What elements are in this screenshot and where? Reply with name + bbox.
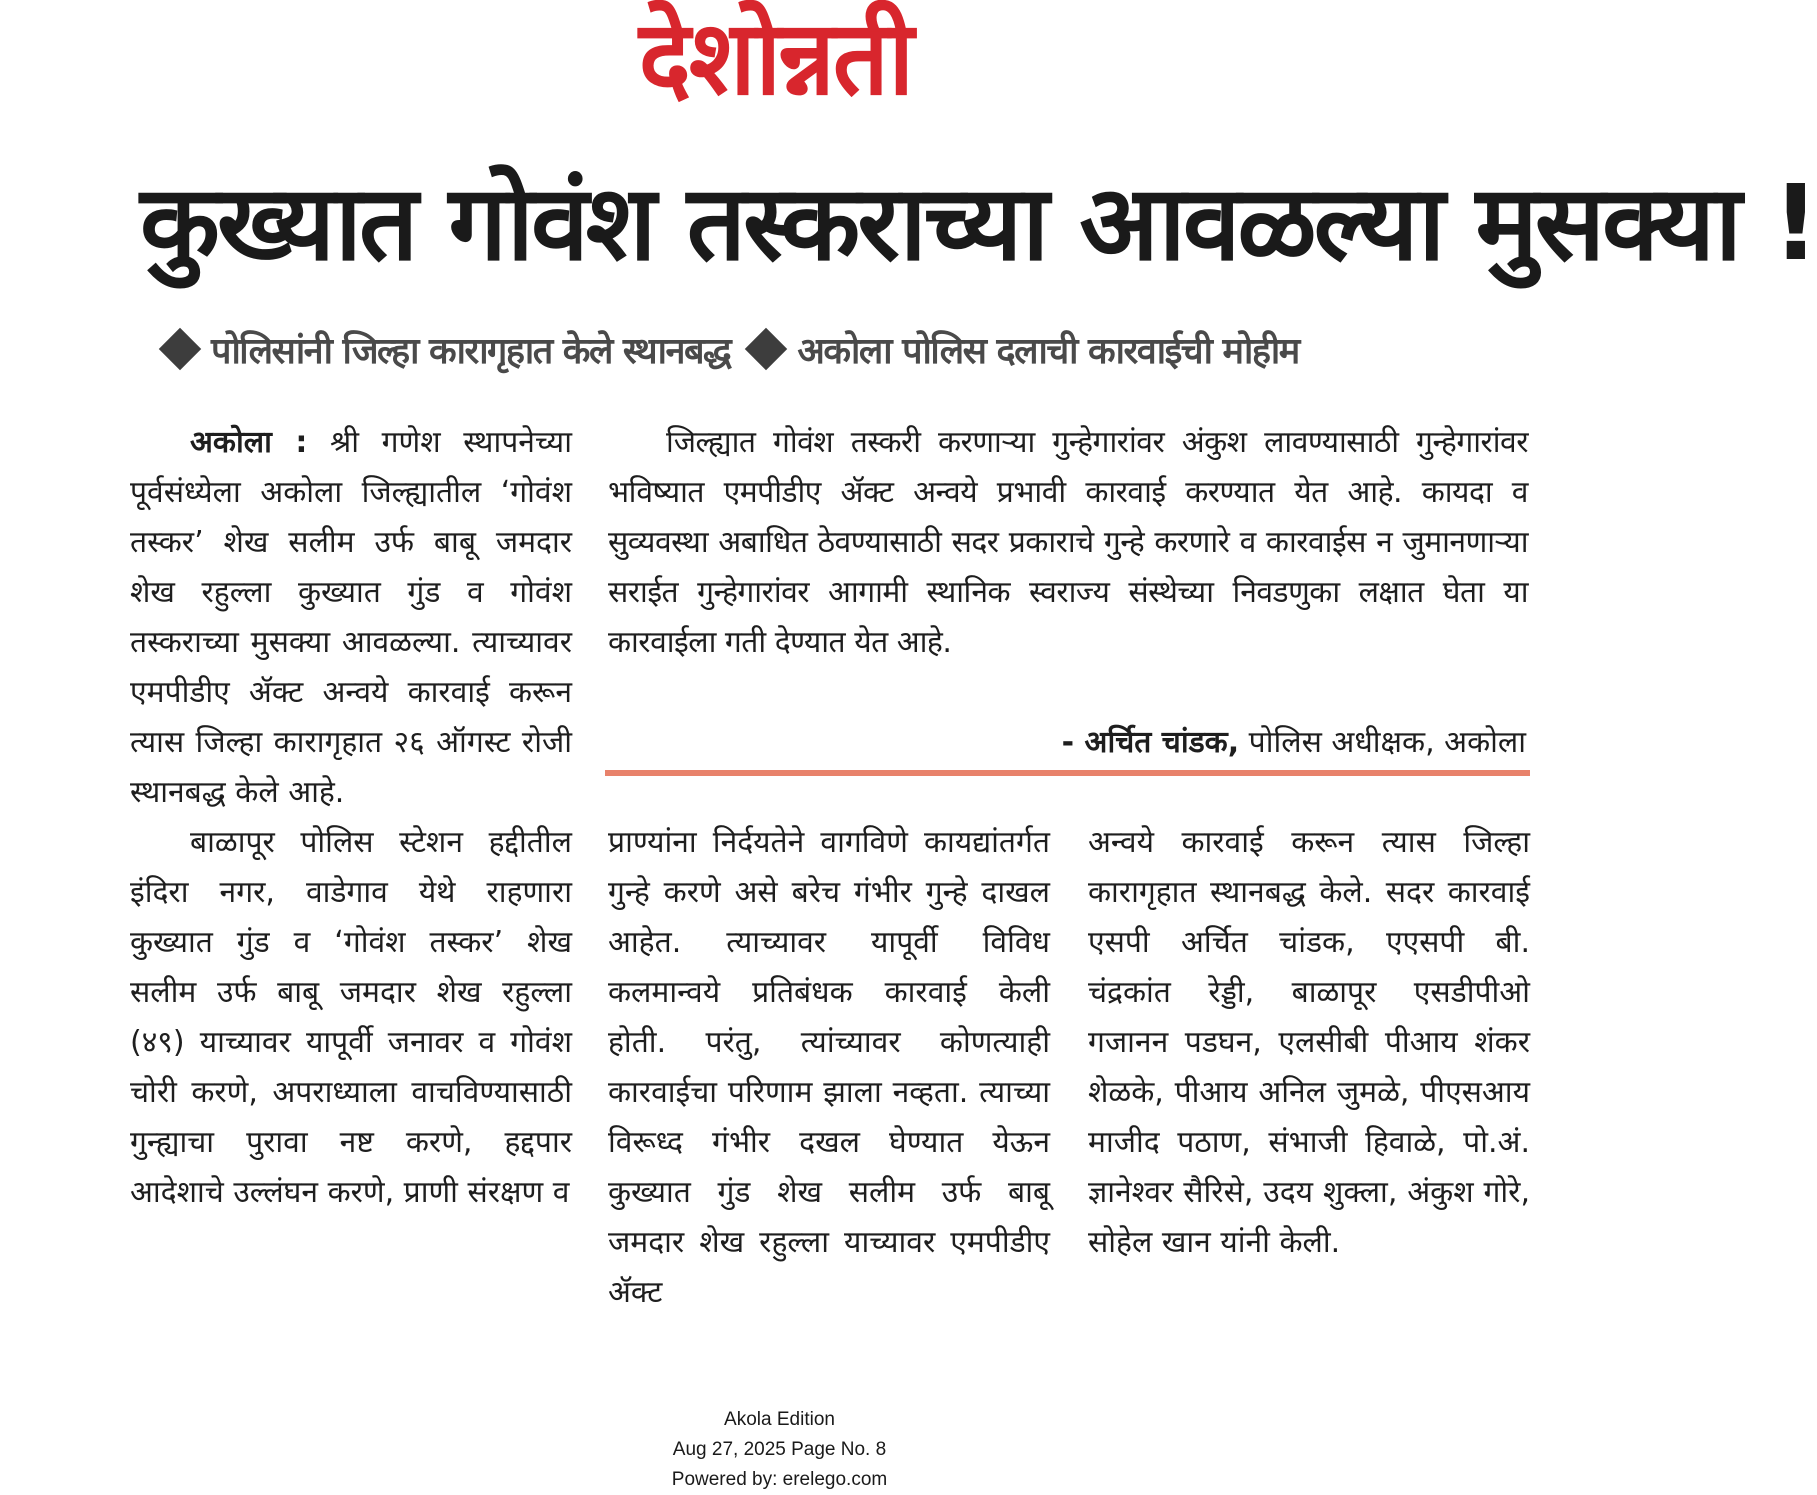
article-paragraph: अन्वये कारवाई करून त्यास जिल्हा कारागृहात स्थानबद्ध केले. सदर कारवाई एसपी अर्चित चांडक, एएसपी बी. चंद्रकांत रेड्डी, बाळापूर एसडीपीओ गजानन पडघन, एलसीबी पीआय शंकर शेळके, पीआय अनिल जुमळे, पीएसआय माजीद पठाण, संभाजी हिवाळे, पो.अं. ज्ञानेश्वर सैरिसे, उदय शुक्ला, अंकुश गोरे, सोहेल खान यांनी केली. xyxy=(1088,825,1530,1260)
pull-quote-text: जिल्ह्यात गोवंश तस्करी करणाऱ्या गुन्हेगारांवर अंकुश लावण्यासाठी गुन्हेगारांवर भविष्यात एमपीडीए ॲक्ट अन्वये प्रभावी कारवाई करण्यात येत आहे. कायदा व सुव्यवस्था अबाधित ठेवण्यासाठी सदर प्रकाराचे गुन्हे करणारे व कारवाईस न जुमानणाऱ्या सराईत गुन्हेगारांवर आगामी स्थानिक स्वराज्य संस्थेच्या निवडणुका लक्षात घेता या कारवाईला गती देण्यात येत आहे. xyxy=(608,425,1528,660)
article-headline: कुख्यात गोवंश तस्कराच्या आवळल्या मुसक्या ! xyxy=(140,162,1817,284)
subhead-1: पोलिसांनी जिल्हा कारागृहात केले स्थानबद्ध xyxy=(211,331,731,372)
footer-date-page: Aug 27, 2025 Page No. 8 xyxy=(672,1439,887,1460)
section-divider xyxy=(605,770,1530,776)
article-subheads xyxy=(155,322,1525,382)
article-column-3 xyxy=(1088,818,1530,1268)
diamond-bullet-icon xyxy=(159,328,201,370)
footer-powered-by: Powered by: erelego.com xyxy=(671,1469,888,1490)
article-paragraph: प्राण्यांना निर्दयतेने वागविणे कायद्यांतर्गत गुन्हे करणे असे बरेच गंभीर गुन्हे दाखल आहेत. त्याच्यावर यापूर्वी विविध कलमान्वये प्रतिबंधक कारवाई केली होती. परंतु, त्यांच्यावर कोणत्याही कारवाईचा परिणाम झाला नव्हता. त्याच्या विरूध्द गंभीर दखल घेण्यात येऊन कुख्यात गुंड शेख सलीम उर्फ बाबू जमदार शेख रहुल्ला याच्यावर एमपीडीए ॲक्ट xyxy=(608,825,1050,1310)
article-paragraph xyxy=(130,418,572,818)
footer-edition: Akola Edition xyxy=(724,1409,835,1430)
article-column-2 xyxy=(608,818,1050,1318)
page-footer xyxy=(0,1405,1559,1491)
diamond-bullet-icon xyxy=(745,328,787,370)
masthead-title: देशोन्नती xyxy=(638,0,913,119)
article-paragraph: बाळापूर पोलिस स्टेशन हद्दीतील इंदिरा नगर, वाडेगाव येथे राहणारा कुख्यात गुंड व ‘गोवंश तस्कर’ शेख सलीम उर्फ बाबू जमदार शेख रहुल्ला (४९) याच्यावर यापूर्वी जनावर व गोवंश चोरी करणे, अपराध्याला वाचविण्यासाठी गुन्ह्याचा पुरावा नष्ट करणे, हद्दपार आदेशाचे उल्लंघन करणे, प्राणी संरक्षण व xyxy=(130,825,572,1210)
newspaper-masthead xyxy=(0,0,1559,120)
byline-role: पोलिस अधीक्षक, अकोला xyxy=(1239,725,1526,760)
article-dateline: अकोला : xyxy=(190,425,308,460)
byline-name: - अर्चित चांडक, xyxy=(1061,725,1240,760)
paragraph-text: श्री गणेश स्थापनेच्या पूर्वसंध्येला अकोला जिल्ह्यातील ‘गोवंश तस्कर’ शेख सलीम उर्फ बाबू जमदार शेख रहुल्ला कुख्यात गुंड व गोवंश तस्कराच्या मुसक्या आवळल्या. त्याच्यावर एमपीडीए ॲक्ट अन्वये कारवाई करून त्यास जिल्हा कारागृहात २६ ऑगस्ट रोजी स्थानबद्ध केले आहे. xyxy=(130,425,572,810)
article-column-1 xyxy=(130,418,572,1218)
quote-byline xyxy=(608,718,1526,768)
subhead-2: अकोला पोलिस दलाची कारवाईची मोहीम xyxy=(797,331,1299,372)
pull-quote xyxy=(608,418,1528,668)
